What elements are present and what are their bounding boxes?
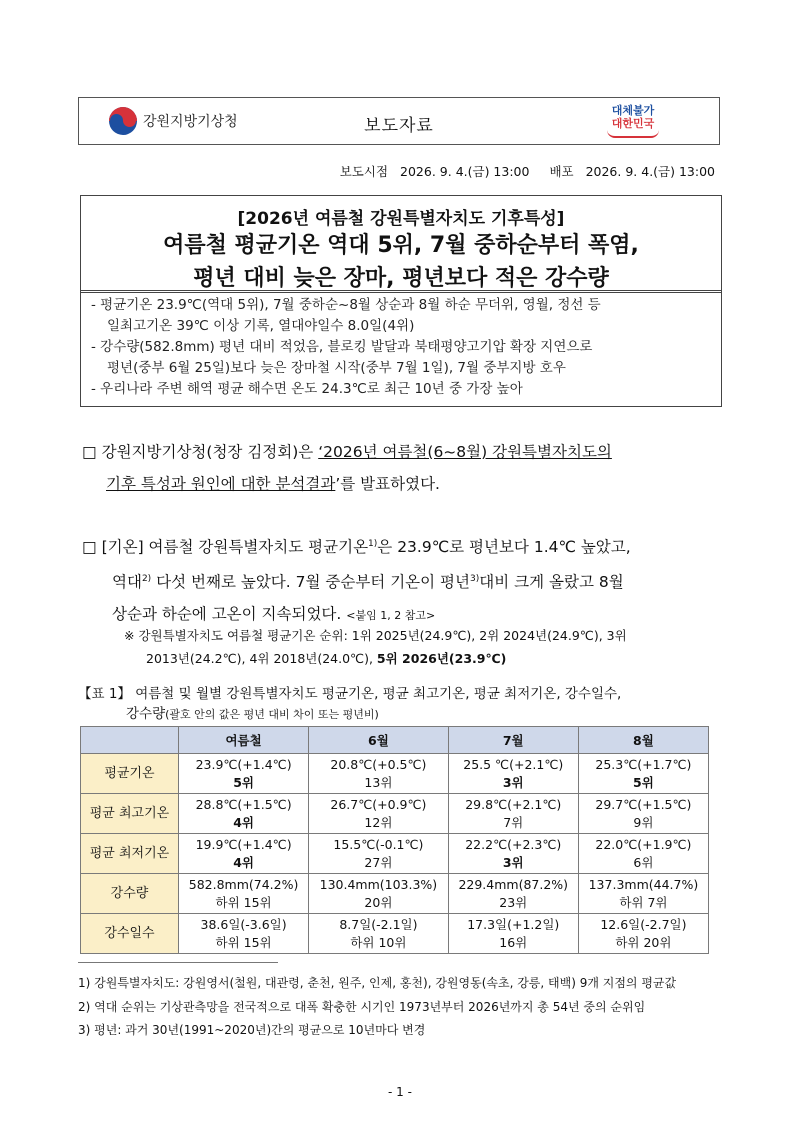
cell-rank: 13위 <box>364 774 393 790</box>
cell-rank: 하위 20위 <box>615 934 672 950</box>
table-cell <box>578 794 708 834</box>
summary-line: - 우리나라 주변 해역 평균 해수면 온도 24.3℃로 최근 10년 중 가장 높아 <box>91 381 523 397</box>
title-box <box>80 195 722 293</box>
table-cell <box>179 834 309 874</box>
climate-table <box>80 726 709 954</box>
cell-value: 38.6일(-3.6일) <box>200 916 287 932</box>
cell-value: 229.4mm(87.2%) <box>458 876 569 892</box>
table-cell <box>309 794 449 834</box>
cell-value: 137.3mm(44.7%) <box>588 876 699 892</box>
headline-line-1: 여름철 평균기온 역대 5위, 7월 중하순부터 폭염, <box>163 233 639 258</box>
slogan-logo: 대체불가 대한민국 <box>607 104 659 138</box>
footnote-3: 3) 평년: 과거 30년(1991~2020년)간의 평균으로 10년마다 변경 <box>78 1023 426 1037</box>
paragraph-intro: □ 강원지방기상청(청장 김정회)은 ‘2026년 여름철(6~8월) 강원특별자치도의 기후 특성과 원인에 대한 분석결과’를 발표하였다. <box>82 443 612 493</box>
cell-value: 15.5℃(-0.1℃) <box>333 836 424 852</box>
paragraph-temperature: □ [기온] 여름철 강원특별자치도 평균기온$^{1)}$은 23.9℃로 평년보다 1.4℃ 높았고, 역대$^{2)}$ 다섯 번째로 높았다. 7월 중순부터 기온이 평년$^{3)}$대비 크게 올랐고 8월 상순과 하순에 고온이 지속되었다. <붙임 1, 2 참고> <box>82 538 631 624</box>
table-header-row: 여름철 6월 7월 8월 <box>81 727 709 754</box>
cell-value: 26.7℃(+0.9℃) <box>330 796 427 812</box>
summary-line: - 평균기온 23.9℃(역대 5위), 7월 중하순~8월 상순과 8월 하순 무더위, 영월, 정선 등 <box>91 297 601 313</box>
row-label: 강수량 <box>81 874 179 914</box>
table-row <box>81 794 709 834</box>
cell-rank: 20위 <box>364 894 393 910</box>
subtitle: [2026년 여름철 강원특별자치도 기후특성] <box>237 209 565 229</box>
cell-rank: 하위 10위 <box>350 934 407 950</box>
summary-line: 일최고기온 39℃ 이상 기록, 열대야일수 8.0일(4위) <box>107 318 415 334</box>
cell-rank: 5위 <box>233 774 254 790</box>
cell-rank: 9위 <box>633 814 654 830</box>
row-label: 평균 최고기온 <box>81 794 179 834</box>
table-cell <box>448 914 578 954</box>
table-cell <box>309 754 449 794</box>
footnote-2: 2) 역대 순위는 기상관측망을 전국적으로 대폭 확충한 시기인 1973년부터 2026년까지 총 54년 중의 순위임 <box>78 1000 646 1014</box>
table-cell <box>309 834 449 874</box>
summary-line: 평년(중부 6월 25일)보다 늦은 장마철 시작(중부 7월 1일), 7월 중부지방 호우 <box>107 360 566 376</box>
table-cell <box>448 834 578 874</box>
table-row <box>81 874 709 914</box>
cell-rank: 16위 <box>499 934 528 950</box>
page-number: - 1 - <box>388 1085 412 1099</box>
cell-value: 28.8℃(+1.5℃) <box>195 796 292 812</box>
cell-rank: 5위 <box>633 774 654 790</box>
table-cell <box>448 754 578 794</box>
table-cell <box>448 794 578 834</box>
cell-value: 22.2℃(+2.3℃) <box>465 836 562 852</box>
table-cell <box>309 874 449 914</box>
cell-value: 29.8℃(+2.1℃) <box>465 796 562 812</box>
table-cell <box>448 874 578 914</box>
cell-rank: 6위 <box>633 854 654 870</box>
cell-value: 20.8℃(+0.5℃) <box>330 756 427 772</box>
release-info <box>0 162 715 180</box>
cell-rank: 7위 <box>503 814 524 830</box>
headline-line-2: 평년 대비 늦은 장마, 평년보다 적은 강수량 <box>193 266 609 291</box>
cell-rank: 23위 <box>499 894 528 910</box>
header-box <box>78 97 720 145</box>
cell-rank: 4위 <box>233 814 254 830</box>
ranking-note: ※ 강원특별자치도 여름철 평균기온 순위: 1위 2025년(24.9℃), 2위 2024년(24.9℃), 3위 2013년(24.2℃), 4위 2018년(24.0℃), 5위 2026년(23.9℃) <box>124 628 627 666</box>
table-caption: 【표 1】 여름철 및 월별 강원특별자치도 평균기온, 평균 최고기온, 평균 최저기온, 강수일수, 강수량(괄호 안의 값은 평년 대비 차이 또는 평년비) <box>78 686 622 722</box>
cell-rank: 3위 <box>502 774 524 790</box>
footnote-1: 1) 강원특별자치도: 강원영서(철원, 대관령, 춘천, 원주, 인제, 홍천), 강원영동(속초, 강릉, 태백) 9개 지점의 평균값 <box>78 976 677 990</box>
distribution-value: 2026. 9. 4.(금) 13:00 <box>585 164 715 179</box>
table-cell <box>578 914 708 954</box>
org-name: 강원지방기상청 <box>143 114 238 130</box>
summary-line: - 강수량(582.8mm) 평년 대비 적었음, 블로킹 발달과 북태평양고기압 확장 지연으로 <box>91 339 593 355</box>
square-bullet-icon: □ <box>82 538 97 557</box>
cell-value: 22.0℃(+1.9℃) <box>595 836 692 852</box>
table-cell <box>578 834 708 874</box>
cell-rank: 하위 15위 <box>215 894 272 910</box>
square-bullet-icon: □ <box>82 443 97 461</box>
cell-value: 23.9℃(+1.4℃) <box>195 756 292 772</box>
cell-value: 582.8mm(74.2%) <box>188 876 299 892</box>
table-row <box>81 834 709 874</box>
cell-value: 17.3일(+1.2일) <box>467 916 560 932</box>
cell-value: 25.5 ℃(+2.1℃) <box>463 756 564 772</box>
cell-value: 8.7일(-2.1일) <box>339 916 418 932</box>
row-label: 평균기온 <box>81 754 179 794</box>
cell-rank: 4위 <box>233 854 254 870</box>
doc-type: 보도자료 <box>364 116 434 136</box>
summary-box <box>80 290 722 407</box>
table-cell <box>179 754 309 794</box>
cell-rank: 하위 7위 <box>619 894 668 910</box>
footnote-divider <box>78 962 278 963</box>
cell-value: 130.4mm(103.3%) <box>319 876 438 892</box>
cell-value: 25.3℃(+1.7℃) <box>595 756 692 772</box>
distribution-label: 배포 <box>549 164 574 179</box>
table-row <box>81 914 709 954</box>
table-row <box>81 754 709 794</box>
release-time-value: 2026. 9. 4.(금) 13:00 <box>400 164 530 179</box>
cell-rank: 3위 <box>502 854 524 870</box>
table-cell <box>309 914 449 954</box>
release-time-label: 보도시점 <box>339 164 389 179</box>
cell-value: 29.7℃(+1.5℃) <box>595 796 692 812</box>
table-cell <box>578 754 708 794</box>
cell-value: 19.9℃(+1.4℃) <box>195 836 292 852</box>
cell-rank: 하위 15위 <box>215 934 272 950</box>
cell-rank: 27위 <box>364 854 393 870</box>
cell-rank: 12위 <box>364 814 393 830</box>
cell-value: 12.6일(-2.7일) <box>600 916 687 932</box>
table-cell <box>179 874 309 914</box>
row-label: 평균 최저기온 <box>81 834 179 874</box>
table-cell <box>179 914 309 954</box>
table-cell <box>578 874 708 914</box>
appendix-reference: <붙임 1, 2 참고> <box>346 609 436 623</box>
table-cell <box>179 794 309 834</box>
row-label: 강수일수 <box>81 914 179 954</box>
